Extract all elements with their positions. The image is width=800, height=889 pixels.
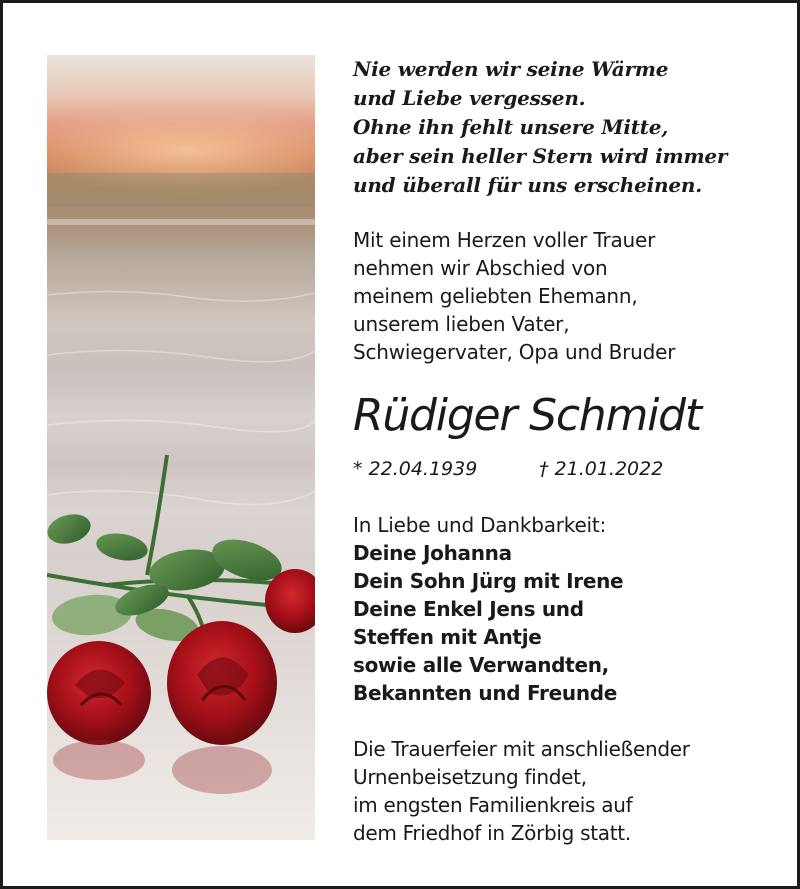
funeral-notice (353, 735, 690, 847)
tree-line (47, 173, 315, 207)
deceased-name: Rüdiger Schmidt (353, 390, 701, 441)
roses-photo (47, 55, 315, 840)
horizon-glint (47, 219, 315, 225)
mourner-line: sowie alle Verwandten, (353, 653, 609, 677)
death-date: † 21.01.2022 (539, 458, 664, 480)
mourners-list (353, 539, 623, 707)
intro-line: Mit einem Herzen voller Trauer (353, 228, 656, 252)
funeral-line: Die Trauerfeier mit anschließender (353, 737, 690, 761)
birth-date: * 22.04.1939 (353, 458, 478, 480)
intro-line: nehmen wir Abschied von (353, 256, 608, 280)
water-ripples (47, 291, 315, 504)
mourners-label: In Liebe und Dankbarkeit: (353, 513, 607, 537)
rose-reflections (53, 740, 272, 794)
mourner-line: Steffen mit Antje (353, 625, 542, 649)
intro-line: meinem geliebten Ehemann, (353, 284, 638, 308)
roses-illustration (47, 55, 315, 840)
funeral-line: Urnenbeisetzung findet, (353, 765, 587, 789)
rose-leaves (47, 510, 287, 647)
intro-line: Schwiegervater, Opa und Bruder (353, 340, 676, 364)
quote-line: und Liebe vergessen. (353, 86, 586, 110)
mourner-line: Deine Enkel Jens und (353, 597, 584, 621)
funeral-line: im engsten Familienkreis auf (353, 793, 633, 817)
life-dates (353, 456, 753, 482)
quote-line: aber sein heller Stern wird immer (353, 144, 728, 168)
quote-line: Ohne ihn fehlt unsere Mitte, (353, 115, 669, 139)
mourner-line: Dein Sohn Jürg mit Irene (353, 569, 624, 593)
funeral-line: dem Friedhof in Zörbig statt. (353, 821, 631, 845)
quote-line: Nie werden wir seine Wärme (353, 57, 669, 81)
memorial-quote (353, 55, 727, 200)
quote-line: und überall für uns erscheinen. (353, 173, 703, 197)
mourner-line: Deine Johanna (353, 541, 512, 565)
mourner-line: Bekannten und Freunde (353, 681, 618, 705)
intro-line: unserem lieben Vater, (353, 312, 570, 336)
farewell-intro (353, 226, 675, 366)
